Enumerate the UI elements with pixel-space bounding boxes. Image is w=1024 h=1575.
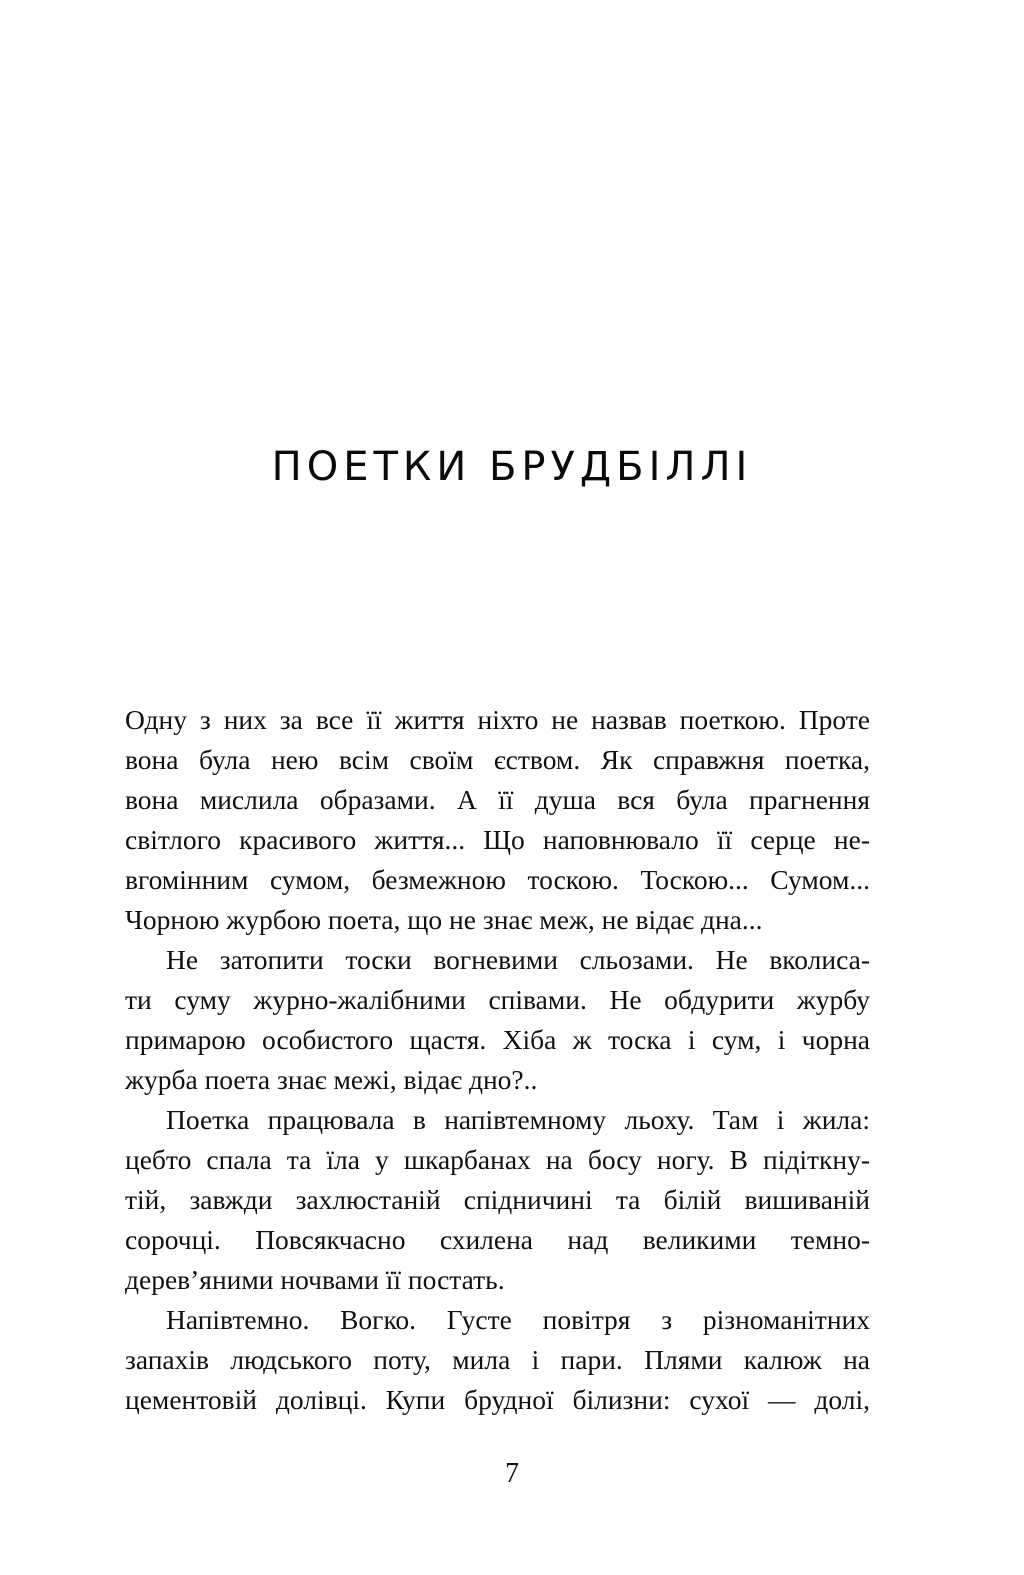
text-line: цебто спала та їла у шкарбанах на босу ногу. В підіткну- bbox=[125, 1144, 870, 1175]
text-line: тій, завжди захлюстаній спідничині та білій вишиваній bbox=[125, 1184, 870, 1215]
text-line: Одну з них за все її життя ніхто не назвав поеткою. Проте bbox=[125, 704, 870, 735]
text-line: дерев’яними ночвами її постать. bbox=[125, 1264, 505, 1295]
text-line: запахів людського поту, мила і пари. Плями калюж на bbox=[125, 1344, 870, 1375]
paragraph-3 bbox=[125, 1100, 870, 1300]
page-number: 7 bbox=[505, 1458, 519, 1489]
text-line: Чорною журбою поета, що не знає меж, не відає дна... bbox=[125, 904, 763, 935]
text-line: світлого красивого життя... Що наповнювало її серце не- bbox=[125, 824, 870, 855]
text-line: Поетка працювала в напівтемному льоху. Там і жила: bbox=[166, 1104, 870, 1135]
paragraph-1 bbox=[125, 700, 870, 940]
text-line: вона мислила образами. А її душа вся була прагнення bbox=[125, 784, 870, 815]
chapter-title: ПОЕТКИ БРУДБІЛЛІ bbox=[271, 443, 753, 490]
text-line: журба поета знає межі, відає дно?.. bbox=[125, 1064, 538, 1095]
text-line: ти суму журно-жалібними співами. Не обдурити журбу bbox=[125, 984, 870, 1015]
text-line: вгомінним сумом, безмежною тоскою. Тоскою... Сумом... bbox=[125, 864, 870, 895]
text-line: Напівтемно. Вогко. Густе повітря з різноманітних bbox=[166, 1304, 870, 1335]
text-line: примарою особистого щастя. Хіба ж тоска і сум, і чорна bbox=[125, 1024, 870, 1055]
text-line: вона була нею всім своїм єством. Як справжня поетка, bbox=[125, 744, 870, 775]
paragraph-4 bbox=[125, 1300, 870, 1420]
text-line: Не затопити тоски вогневими сльозами. Не вколиса- bbox=[166, 944, 870, 975]
body-text bbox=[125, 700, 870, 1420]
text-line: сорочці. Повсякчасно схилена над великими темно- bbox=[125, 1224, 870, 1255]
text-line: цементовій долівці. Купи брудної білизни: сухої — долі, bbox=[125, 1384, 870, 1415]
paragraph-2 bbox=[125, 940, 870, 1100]
